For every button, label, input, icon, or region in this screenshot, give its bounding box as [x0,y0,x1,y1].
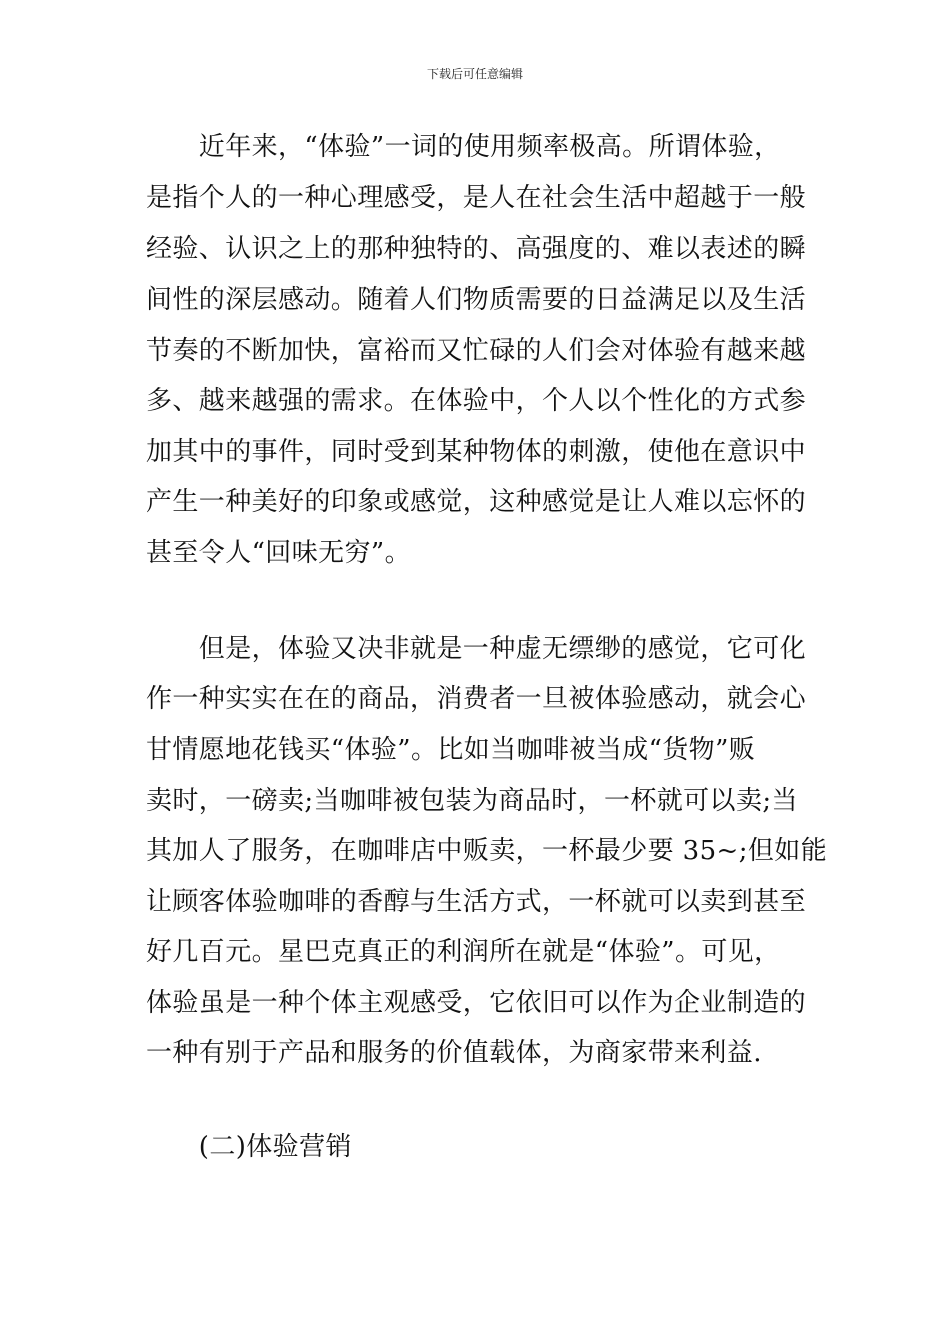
paragraph-line: 体验虽是一种个体主观感受，它依旧可以作为企业制造的 [146,988,807,1018]
paragraph-line: 近年来，“体验”一词的使用频率极高。所谓体验， [146,132,781,162]
paragraph-line: 甚至令人“回味无穷”。 [146,538,411,568]
paragraph-line: 产生一种美好的印象或感觉，这种感觉是让人难以忘怀的 [146,487,807,517]
paragraph-line: 加其中的事件，同时受到某种物体的刺激，使他在意识中 [146,437,807,467]
paragraph-line: 但是，体验又决非就是一种虚无缥缈的感觉，它可化 [146,634,807,664]
paragraph-line: 经验、认识之上的那种独特的、高强度的、难以表述的瞬 [146,234,807,264]
paragraph-line: 一种有别于产品和服务的价值载体，为商家带来利益. [146,1038,762,1068]
page-header: 下载后可任意编辑 [426,67,523,81]
paragraph-line: 节奏的不断加快，富裕而又忙碌的人们会对体验有越来越 [146,336,807,366]
section-heading: (二)体验营销 [146,1132,352,1162]
paragraph-line: 卖时，一磅卖;当咖啡被包装为商品时，一杯就可以卖;当 [146,786,798,816]
paragraph-line: 其加人了服务，在咖啡店中贩卖，一杯最少要 35~;但如能 [146,836,828,866]
paragraph-line: 多、越来越强的需求。在体验中，个人以个性化的方式参 [146,386,807,416]
paragraph-line: 让顾客体验咖啡的香醇与生活方式，一杯就可以卖到甚至 [146,887,807,917]
paragraph-line: 甘情愿地花钱买“体验”。比如当咖啡被当成“货物”贩 [146,735,756,765]
paragraph-line: 是指个人的一种心理感受，是人在社会生活中超越于一般 [146,183,807,213]
paragraph-line: 间性的深层感动。随着人们物质需要的日益满足以及生活 [146,285,807,315]
paragraph-line: 好几百元。星巴克真正的利润所在就是“体验”。可见， [146,937,781,967]
paragraph-line: 作一种实实在在的商品，消费者一旦被体验感动，就会心 [146,684,807,714]
